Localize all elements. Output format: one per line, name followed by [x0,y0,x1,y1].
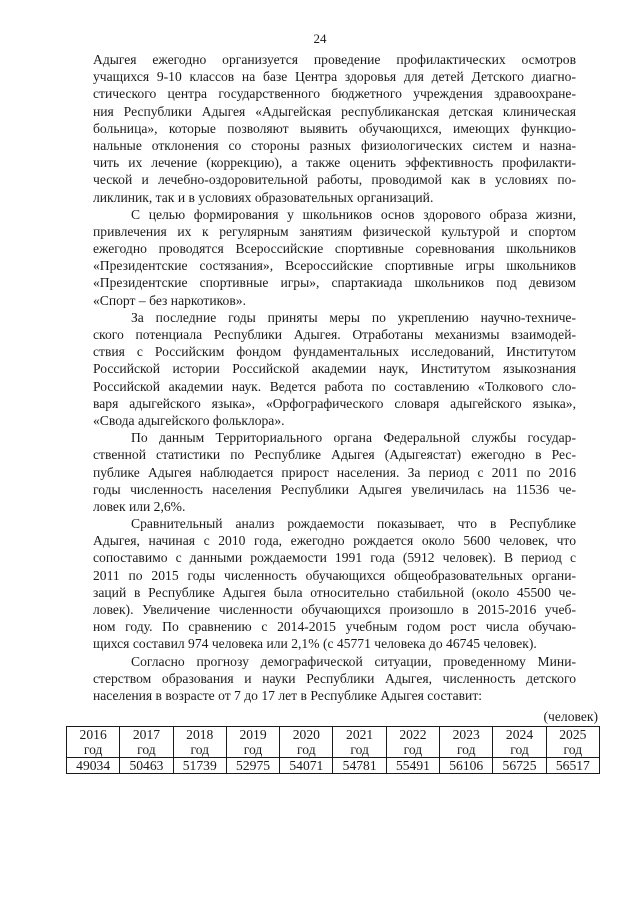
year-suffix-cell: год [546,742,599,758]
text-line: больница», которые позволяют выявить обучающихся, имеющих функцио- [93,120,576,136]
year-suffix-cell: год [120,742,173,758]
value-cell: 54781 [333,758,386,774]
year-cell: 2017 [120,727,173,743]
table-row-years [67,727,600,743]
year-suffix-cell: год [333,742,386,758]
text-line: стического центра государственного бюджетного учреждения здравоохране- [93,86,576,102]
text-line: ственной статистики по Республике Адыгея (Адыгеястат) ежегодно в Рес- [93,447,576,463]
body-text [93,51,576,704]
value-cell: 55491 [386,758,439,774]
text-line: ежегодно проводятся Всероссийские спортивные соревнования школьников [93,241,576,257]
year-suffix-cell: год [493,742,546,758]
text-line: ствия с Российским фондом фундаментальных исследований, Институтом [93,344,576,360]
paragraph [93,51,576,206]
text-line: нальные отклонения со стороны разных физиологических систем и назна- [93,137,576,153]
table-row-values [67,758,600,774]
text-line: Российской истории Российской академии наук, Институтом языкознания [93,361,576,377]
year-suffix-cell: год [280,742,333,758]
year-suffix-cell: год [386,742,439,758]
text-line: ловек или 2,6%. [93,498,186,514]
text-line: ского потенциала Республики Адыгея. Отработаны механизмы взаимодей- [93,327,576,342]
text-line: заций в Республике Адыгея была относительно стабильной (около 45500 че- [93,584,576,600]
table-row-year-suffix [67,742,600,758]
year-cell: 2021 [333,727,386,743]
year-cell: 2020 [280,727,333,743]
year-cell: 2023 [440,727,493,743]
value-cell: 56517 [546,758,599,774]
text-line: Согласно прогнозу демографической ситуации, проведенному Мини- [131,653,576,669]
page-number: 24 [313,31,327,46]
value-cell: 56106 [440,758,493,774]
text-line: ном году. По сравнению с 2014-2015 учебным годом рост числа обучаю- [93,619,576,635]
paragraph [93,429,576,515]
text-line: щихся составил 974 человека или 2,1% (с 45771 человека до 46745 человек). [93,636,537,652]
population-forecast-table [66,726,600,774]
text-line: чить их лечение (коррекцию), а также оценить эффективность профилакти- [93,155,576,171]
year-cell: 2022 [386,727,439,743]
text-line: Адыгея, начиная с 2010 года, ежегодно рождается около 5600 человек, что [93,533,576,549]
year-suffix-cell: год [226,742,279,758]
value-cell: 56725 [493,758,546,774]
text-line: учащихся 9-10 классов на базе Центра здоровья для детей Детского диагно- [93,69,576,85]
text-line: Адыгея ежегодно организуется проведение профилактических осмотров [93,52,576,67]
value-cell: 54071 [280,758,333,774]
year-cell: 2018 [173,727,226,743]
text-line: населения в возрасте от 7 до 17 лет в Республике Адыгея составит: [93,687,483,703]
text-line: «Президентские спортивные игры», спартакиада школьников под девизом [93,275,576,291]
text-line: С целью формирования у школьников основ здорового образа жизни, [131,206,576,222]
text-line: 2011 по 2015 годы численность обучающихся общеобразовательных органи- [93,567,576,583]
text-line: «Свода адыгейского фольклора». [93,412,285,428]
text-line: ловек). Увеличение численности обучающихся произошло в 2015-2016 учеб- [93,602,576,617]
text-line: Сравнительный анализ рождаемости показывает, что в Республике [131,516,576,532]
year-cell: 2016 [67,727,120,743]
text-line: годы численность населения Республики Адыгея увеличилась на 11536 че- [93,481,576,497]
text-line: ликлиник, так и в условиях образовательных организаций. [93,189,434,205]
year-cell: 2019 [226,727,279,743]
text-line: варя адыгейского языка», «Орфографического словаря адыгейского языка», [93,395,576,411]
paragraph [93,206,576,309]
text-line: Российской академии наук. Ведется работа по составлению «Толкового сло- [93,378,576,394]
value-cell: 49034 [67,758,120,774]
text-line: ния Республики Адыгея «Адыгейская республиканская детская клиническая [93,103,576,119]
year-cell: 2025 [546,727,599,743]
text-line: публике Адыгея наблюдается прирост населения. За период с 2011 по 2016 [93,464,576,480]
text-line: ческой и лечебно-оздоровительной работы, проводимой как в условиях по- [93,172,576,188]
year-cell: 2024 [493,727,546,743]
paragraph [93,653,576,705]
paragraph [93,515,576,653]
value-cell: 52975 [226,758,279,774]
text-line: За последние годы приняты меры по укреплению научно-техниче- [131,309,576,325]
value-cell: 51739 [173,758,226,774]
text-line: привлечения их к регулярным занятиям физической культурой и спортом [93,223,576,239]
text-line: сопоставимо с данными рождаемости 1991 года (5912 человек). В период с [93,550,576,566]
text-line: «Президентские состязания», Всероссийские спортивные игры школьников [93,258,576,274]
paragraph [93,309,576,429]
year-suffix-cell: год [67,742,120,758]
value-cell: 50463 [120,758,173,774]
text-line: «Спорт – без наркотиков». [93,292,246,308]
table-unit: (человек) [543,709,598,724]
text-line: стерством образования и науки Республики Адыгея, численность детского [93,670,576,686]
year-suffix-cell: год [440,742,493,758]
text-line: По данным Территориального органа Федеральной службы государ- [131,430,576,446]
year-suffix-cell: год [173,742,226,758]
